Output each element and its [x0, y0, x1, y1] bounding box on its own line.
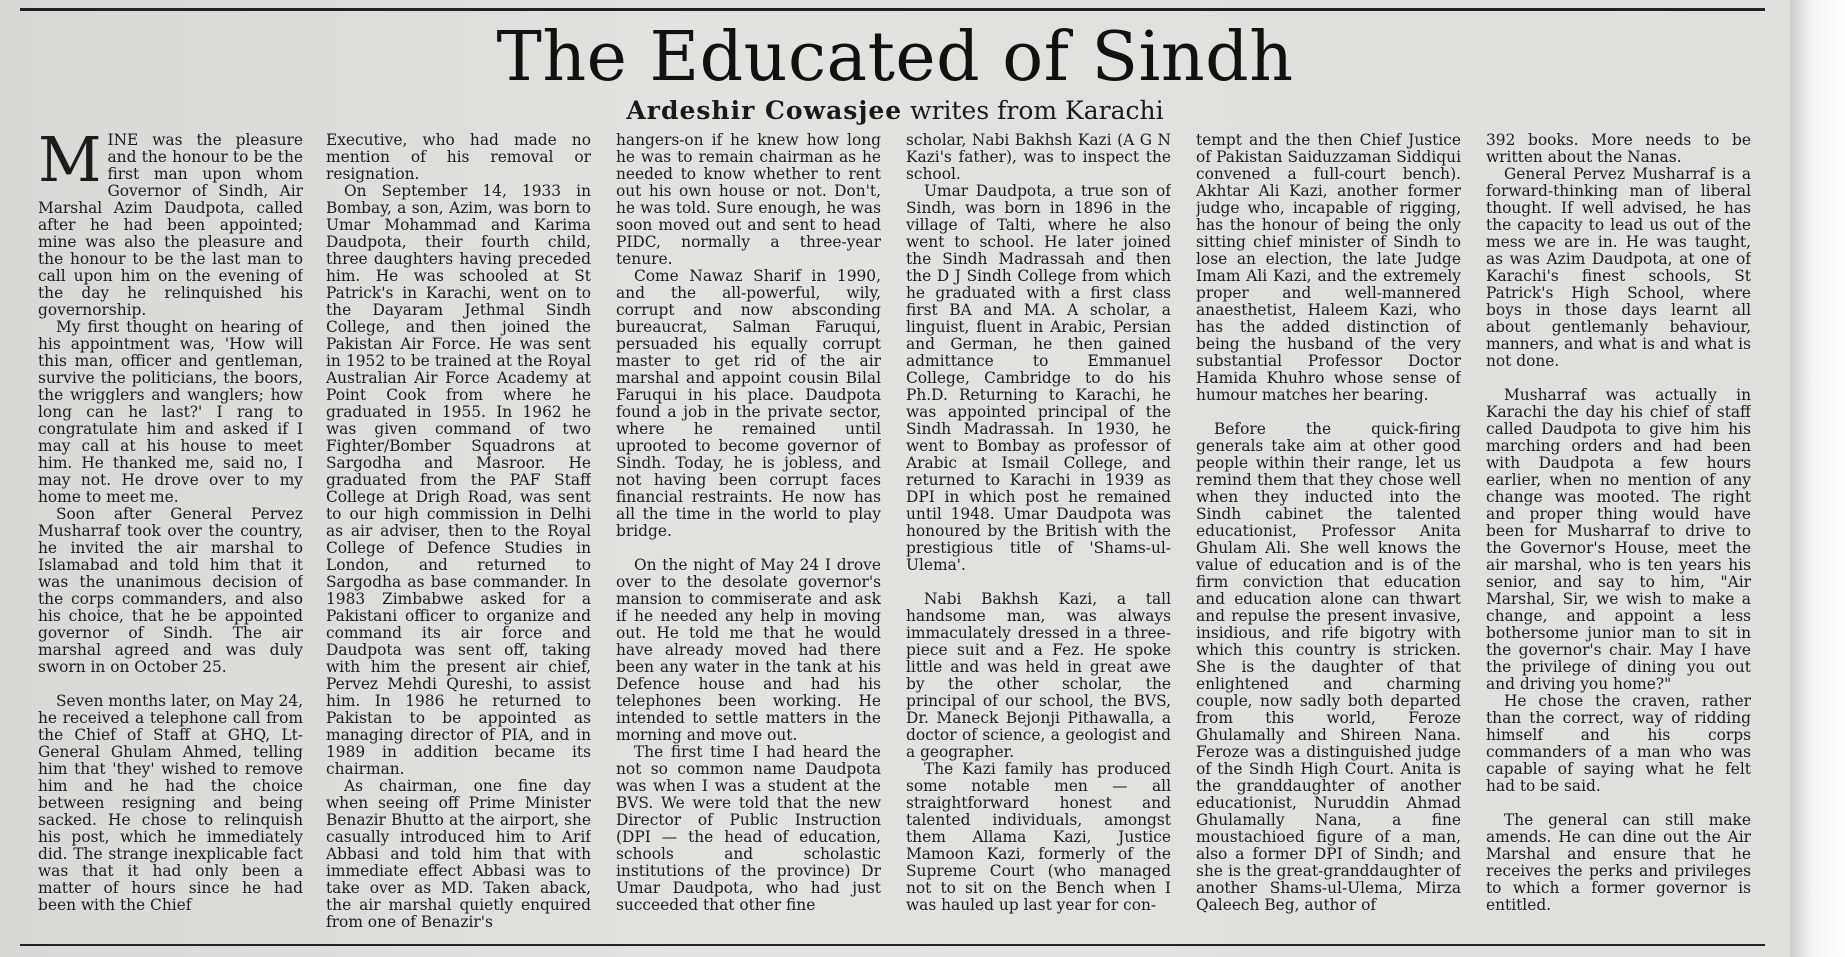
- column-6: [1486, 132, 1751, 938]
- byline-author: Ardeshir Cowasjee: [626, 96, 903, 125]
- paragraph: The general can still make amends. He can dine out the Air Marshal and ensure that he receives the perks and privileges to which a former governor is entitled.: [1486, 811, 1751, 914]
- paragraph: Executive, who had made no mention of his removal or resignation.: [326, 132, 591, 183]
- paragraph: Soon after General Pervez Musharraf took over the country, he invited the air marshal to Islamabad and told him that it was the unanimous decision of the corps commanders, and also his choice, that he be appointed governor of Sindh. The air marshal agreed and was duly sworn in on October 25.: [38, 505, 303, 676]
- column-5: [1196, 132, 1461, 938]
- paragraph: 392 books. More needs to be written about the Nanas.: [1486, 132, 1751, 166]
- paragraph: INE was the pleasure and the honour to be the first man upon whom Governor of Sindh, Air Marshal Azim Daudpota, called after he had been appointed; mine was also the pleasure and the honour to be the last man to call upon him on the evening of the day he relinquished his governorship.: [38, 132, 303, 319]
- paragraph: Come Nawaz Sharif in 1990, and the all-powerful, wily, corrupt and now absconding bureaucrat, Salman Faruqui, persuaded his equally corrupt master to get rid of the air marshal and appoint cousin Bilal Faruqui in his place. Daudpota found a job in the private sector, where he remained until uprooted to become governor of Sindh. Today, he is jobless, and not having been corrupt faces financial restraints. He now has all the time in the world to play bridge.: [616, 267, 881, 540]
- page-edge: [1790, 0, 1845, 957]
- paragraph: On the night of May 24 I drove over to the desolate governor's mansion to commiserate and ask if he needed any help in moving out. He told me that he would have already moved had there been any water in the tank at his Defence house and had his telephones been working. He intended to settle matters in the morning and move out.: [616, 556, 881, 744]
- paragraph: Before the quick-firing generals take aim at other good people within their range, let us remind them that they chose well when they inducted into the Sindh cabinet the talented educationist, Professor Anita Ghulam Ali. She well knows the value of education and is of the firm conviction that education and education alone can thwart and repulse the present invasive, insidious, and rife bigotry with which this country is stricken. She is the daughter of that enlightened and charming couple, now sadly both departed from this world, Feroze Ghulamally and Shireen Nana. Feroze was a distinguished judge of the Sindh High Court. Anita is the granddaughter of another educationist, Nuruddin Ahmad Ghulamally Nana, a fine moustachioed figure of a man, also a former DPI of Sindh; and she is the great-granddaughter of another Shams-ul-Ulema, Mirza Qaleech Beg, author of: [1196, 420, 1461, 914]
- paragraph: Nabi Bakhsh Kazi, a tall handsome man, was always immaculately dressed in a three-piece suit and a Fez. He spoke little and was held in great awe by the other scholar, the principal of our school, the BVS, Dr. Maneck Bejonji Pithawalla, a doctor of science, a geologist and a geographer.: [906, 590, 1171, 761]
- paragraph: On September 14, 1933 in Bombay, a son, Azim, was born to Umar Mohammad and Karima Daudpota, their fourth child, three daughters having preceded him. He was schooled at St Patrick's in Karachi, went on to the Dayaram Jethmal Sindh College, and then joined the Pakistan Air Force. He was sent in 1952 to be trained at the Royal Australian Air Force Academy at Point Cook from where he graduated in 1955. In 1962 he was given command of two Fighter/Bomber Squadrons at Sargodha and Masroor. He graduated from the PAF Staff College at Drigh Road, was sent to our high commission in Delhi as air adviser, then to the Royal College of Defence Studies in London, and returned to Sargodha as base commander. In 1983 Zimbabwe asked for a Pakistani officer to organize and command its air force and Daudpota was sent off, taking with him the present air chief, Pervez Mehdi Qureshi, to assist him. In 1986 he returned to Pakistan to be appointed as managing director of PIA, and in 1989 in addition became its chairman.: [326, 182, 591, 778]
- paragraph: tempt and the then Chief Justice of Pakistan Saiduzzaman Siddiqui convened a full-court bench). Akhtar Ali Kazi, another former judge who, incapable of rigging, has the honour of being the only sitting chief minister of Sindh to lose an election, the late Judge Imam Ali Kazi, and the extremely proper and well-mannered anaesthetist, Haleem Kazi, who has the added distinction of being the husband of the very substantial Professor Doctor Hamida Khuhro whose sense of humour matches her bearing.: [1196, 132, 1461, 404]
- column-4: [906, 132, 1171, 938]
- byline-text: writes from Karachi: [902, 96, 1164, 125]
- paragraph: He chose the craven, rather than the correct, way of ridding himself and his corps commanders of a man who was capable of saying what he felt had to be said.: [1486, 692, 1751, 795]
- paragraph: scholar, Nabi Bakhsh Kazi (A G N Kazi's father), was to inspect the school.: [906, 132, 1171, 183]
- paragraph: The Kazi family has produced some notable men — all straightforward honest and talented individuals, amongst them Allama Kazi, Justice Mamoon Kazi, formerly of the Supreme Court (who managed not to sit on the Bench when I was hauled up last year for con-: [906, 760, 1171, 914]
- column-3: [616, 132, 881, 938]
- paragraph: hangers-on if he knew how long he was to remain chairman as he needed to know whether to rent out his own house or not. Don't, he was told. Sure enough, he was soon moved out and sent to head PIDC, normally a three-year tenure.: [616, 132, 881, 268]
- paragraph: Musharraf was actually in Karachi the day his chief of staff called Daudpota to give him his marching orders and had been with Daudpota a few hours earlier, when no mention of any change was mooted. The right and proper thing would have been for Musharraf to drive to the Governor's House, meet the air marshal, who is ten years his senior, and say to him, "Air Marshal, Sir, we wish to make a change, and appoint a less bothersome junior man to sit in the governor's chair. May I have the privilege of dining you out and driving you home?": [1486, 386, 1751, 693]
- column-1: [38, 132, 303, 938]
- article-body: [30, 132, 1770, 938]
- byline: [0, 96, 1790, 126]
- column-2: [326, 132, 591, 938]
- paragraph: The first time I had heard the not so common name Daudpota was when I was a student at the BVS. We were told that the new Director of Public Instruction (DPI — the head of education, schools and scholastic institutions of the province) Dr Umar Daudpota, who had just succeeded that other fine: [616, 743, 881, 914]
- bottom-rule: [20, 944, 1765, 946]
- paragraph: Umar Daudpota, a true son of Sindh, was born in 1896 in the village of Talti, where he also went to school. He later joined the Sindh Madrassah and then the D J Sindh College from which he graduated with a first class first BA and MA. A scholar, a linguist, fluent in Arabic, Persian and German, he then gained admittance to Emmanuel College, Cambridge to do his Ph.D. Returning to Karachi, he was appointed principal of the Sindh Madrassah. In 1930, he went to Bombay as professor of Arabic at Ismail College, and returned to Karachi in 1939 as DPI in which post he remained until 1948. Umar Daudpota was honoured by the British with the prestigious title of 'Shams-ul-Ulema'.: [906, 182, 1171, 574]
- paragraph: Seven months later, on May 24, he received a telephone call from the Chief of Staff at GHQ, Lt-General Ghulam Ahmed, telling him that 'they' wished to remove him and he had the choice between resigning and being sacked. He chose to relinquish his post, which he immediately did. The strange inexplicable fact was that it had only been a matter of hours since he had been with the Chief: [38, 692, 303, 914]
- drop-cap: M: [38, 132, 102, 196]
- paragraph: My first thought on hearing of his appointment was, 'How will this man, officer and gentleman, survive the politicians, the boors, the wrigglers and wanglers; how long can he last?' I rang to congratulate him and asked if I may call at his house to meet him. He thanked me, said no, I may not. He drove over to my home to meet me.: [38, 318, 303, 506]
- paragraph: As chairman, one fine day when seeing off Prime Minister Benazir Bhutto at the airport, she casually introduced him to Arif Abbasi and told him that with immediate effect Abbasi was to take over as MD. Taken aback, the air marshal quietly enquired from one of Benazir's: [326, 777, 591, 931]
- top-rule: [20, 8, 1765, 11]
- paragraph: General Pervez Musharraf is a forward-thinking man of liberal thought. If well advised, he has the capacity to lead us out of the mess we are in. He was taught, as was Azim Daudpota, at one of Karachi's finest schools, St Patrick's High School, where boys in those days learnt all about gentlemanly behaviour, manners, and what is and what is not done.: [1486, 165, 1751, 370]
- headline: The Educated of Sindh: [496, 18, 1294, 97]
